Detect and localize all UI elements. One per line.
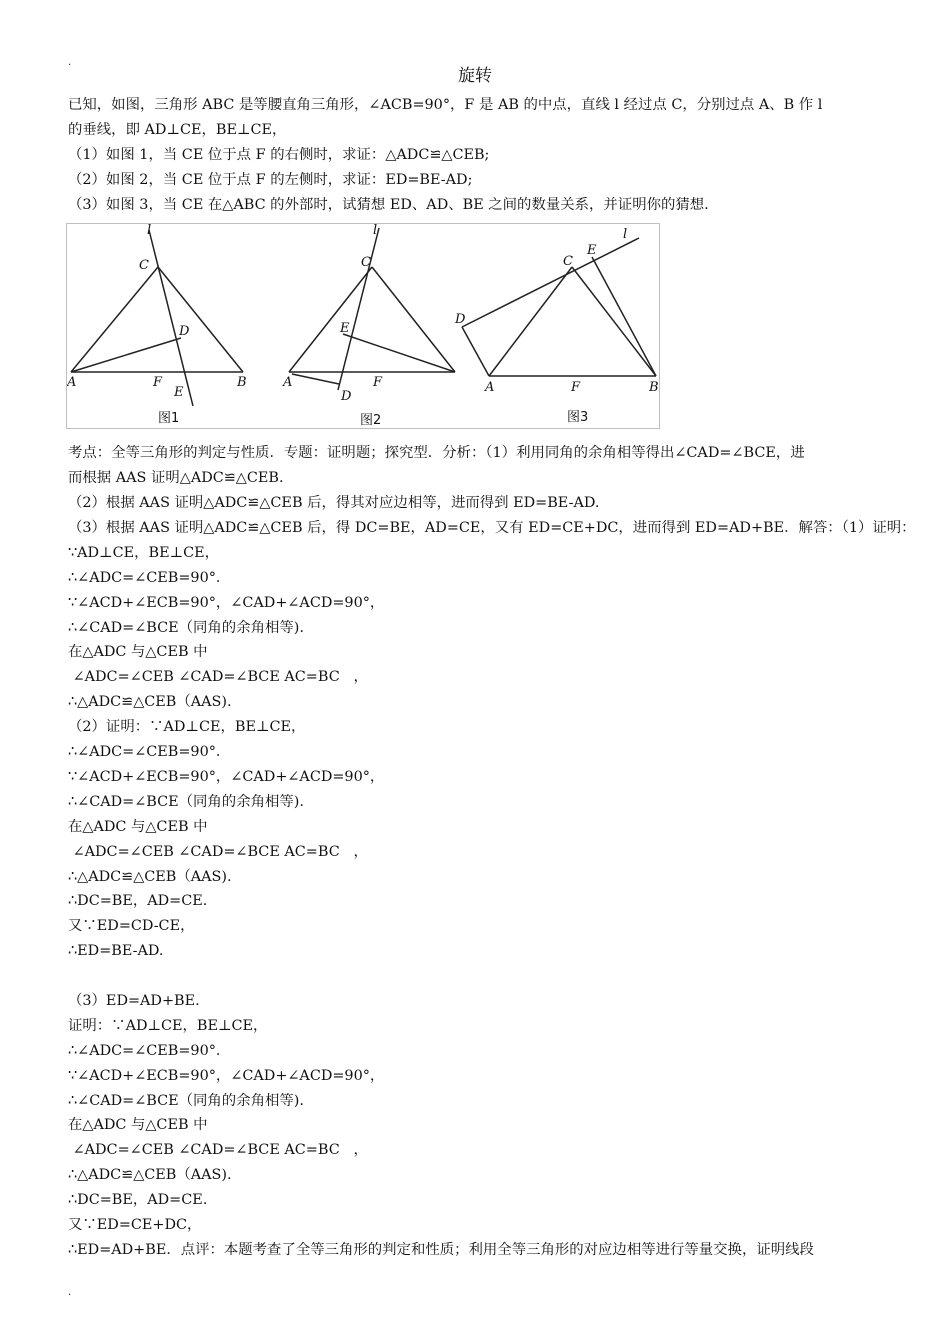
- solution-line: ∴△ADC≌△CEB（AAS).: [68, 869, 232, 885]
- fig1-label-d: D: [179, 324, 190, 339]
- solution-line: ∵∠ACD+∠ECB=90°，∠CAD+∠ACD=90°，: [68, 595, 385, 611]
- solution-line: 又∵ED=CD-CE，: [68, 918, 195, 934]
- solution-line: 又∵ED=CE+DC，: [68, 1217, 202, 1233]
- fig1-label-l: l: [147, 224, 152, 238]
- fig3-label-c: C: [563, 254, 573, 269]
- document-title: 旋转: [458, 66, 492, 86]
- fig2-label-c: C: [361, 255, 371, 270]
- fig3-label-e: E: [587, 243, 597, 258]
- solution-line: ∴ED=BE-AD.: [68, 943, 164, 959]
- solution-line: （2）根据 AAS 证明△ADC≌△CEB 后，得其对应边相等，进而得到 ED=BE-AD.: [68, 495, 600, 511]
- solution-line: ∴DC=BE，AD=CE.: [68, 893, 208, 909]
- solution-line: 在△ADC 与△CEB 中: [68, 1117, 208, 1133]
- solution-line: ∵∠ACD+∠ECB=90°，∠CAD+∠ACD=90°，: [68, 769, 385, 785]
- solution-line: ∵∠ACD+∠ECB=90°，∠CAD+∠ACD=90°，: [68, 1068, 385, 1084]
- problem-line: （1）如图 1，当 CE 位于点 F 的右侧时，求证：△ADC≌△CEB;: [68, 147, 490, 163]
- solution-line: 在△ADC 与△CEB 中: [68, 644, 208, 660]
- solution-line: ∴∠CAD=∠BCE（同角的余角相等).: [68, 794, 304, 810]
- solution-line: ∴∠ADC=∠CEB=90°．: [68, 570, 231, 586]
- solution-line: ∠ADC=∠CEB ∠CAD=∠BCE AC=BC ，: [68, 1142, 368, 1158]
- solution-line: ∵AD⊥CE，BE⊥CE，: [68, 545, 220, 561]
- problem-line: 已知，如图，三角形 ABC 是等腰直角三角形，∠ACB=90°，F 是 AB 的中点，直线 l 经过点 C，分别过点 A、B 作 l: [68, 97, 823, 113]
- fig3-label-l: l: [623, 227, 628, 242]
- problem-line: 的垂线，即 AD⊥CE，BE⊥CE，: [68, 122, 287, 138]
- fig1-label-a: A: [67, 375, 77, 390]
- geometry-figures: [67, 224, 659, 428]
- solution-line: ∴∠ADC=∠CEB=90°．: [68, 1043, 231, 1059]
- fig2-label-f: F: [373, 375, 383, 390]
- solution-line: 而根据 AAS 证明△ADC≌△CEB.: [68, 470, 284, 486]
- fig1-label-b: B: [237, 375, 247, 390]
- solution-line: ∠ADC=∠CEB ∠CAD=∠BCE AC=BC ，: [68, 844, 368, 860]
- solution-line: ∴∠CAD=∠BCE（同角的余角相等).: [68, 620, 304, 636]
- fig3-label-f: F: [571, 380, 581, 395]
- fig3-label-b: B: [649, 380, 659, 395]
- solution-line: ∴ED=AD+BE．点评：本题考查了全等三角形的判定和性质；利用全等三角形的对应边相等进行等量交换，证明线段: [68, 1242, 814, 1258]
- fig2-label-d: D: [341, 389, 352, 404]
- fig2-label-l: l: [373, 224, 378, 238]
- problem-line: （2）如图 2，当 CE 位于点 F 的左侧时，求证：ED=BE-AD;: [68, 172, 473, 188]
- fig3-label-d: D: [455, 312, 466, 327]
- page-mark-top: .: [68, 57, 72, 68]
- solution-line: ∴∠ADC=∠CEB=90°．: [68, 744, 231, 760]
- solution-line: ∴△ADC≌△CEB（AAS).: [68, 1167, 232, 1183]
- page-mark-bottom: .: [68, 1287, 72, 1298]
- solution-line: （3）ED=AD+BE.: [68, 993, 200, 1009]
- solution-line: ∴△ADC≌△CEB（AAS).: [68, 694, 232, 710]
- solution-line: ∴DC=BE，AD=CE.: [68, 1192, 208, 1208]
- solution-line: ∴∠CAD=∠BCE（同角的余角相等).: [68, 1093, 304, 1109]
- figures-panel: [66, 223, 660, 429]
- fig3-label-a: A: [485, 380, 495, 395]
- fig1-label-c: C: [139, 258, 149, 273]
- solution-line: 在△ADC 与△CEB 中: [68, 819, 208, 835]
- problem-line: （3）如图 3，当 CE 在△ABC 的外部时，试猜想 ED、AD、BE 之间的数量关系，并证明你的猜想.: [68, 197, 709, 213]
- fig3-caption: 图3: [567, 410, 589, 425]
- solution-line: 考点：全等三角形的判定与性质．专题：证明题；探究型．分析：（1）利用同角的余角相等得出∠CAD=∠BCE，进: [68, 445, 805, 461]
- fig2-caption: 图2: [360, 413, 382, 428]
- solution-line: 证明：∵AD⊥CE，BE⊥CE，: [68, 1018, 268, 1034]
- fig2-label-a: A: [283, 375, 293, 390]
- fig1-caption: 图1: [158, 411, 180, 426]
- solution-line: （2）证明：∵AD⊥CE，BE⊥CE，: [68, 719, 306, 735]
- fig1-label-f: F: [153, 375, 163, 390]
- fig1-label-e: E: [174, 385, 184, 400]
- solution-line: ∠ADC=∠CEB ∠CAD=∠BCE AC=BC ，: [68, 669, 368, 685]
- figure-3-lines: [462, 238, 656, 376]
- fig2-label-e: E: [340, 321, 350, 336]
- solution-line: （3）根据 AAS 证明△ADC≌△CEB 后，得 DC=BE，AD=CE，又有 ED=CE+DC，进而得到 ED=AD+BE．解答：（1）证明：: [68, 520, 916, 536]
- figure-2-lines: [289, 228, 455, 390]
